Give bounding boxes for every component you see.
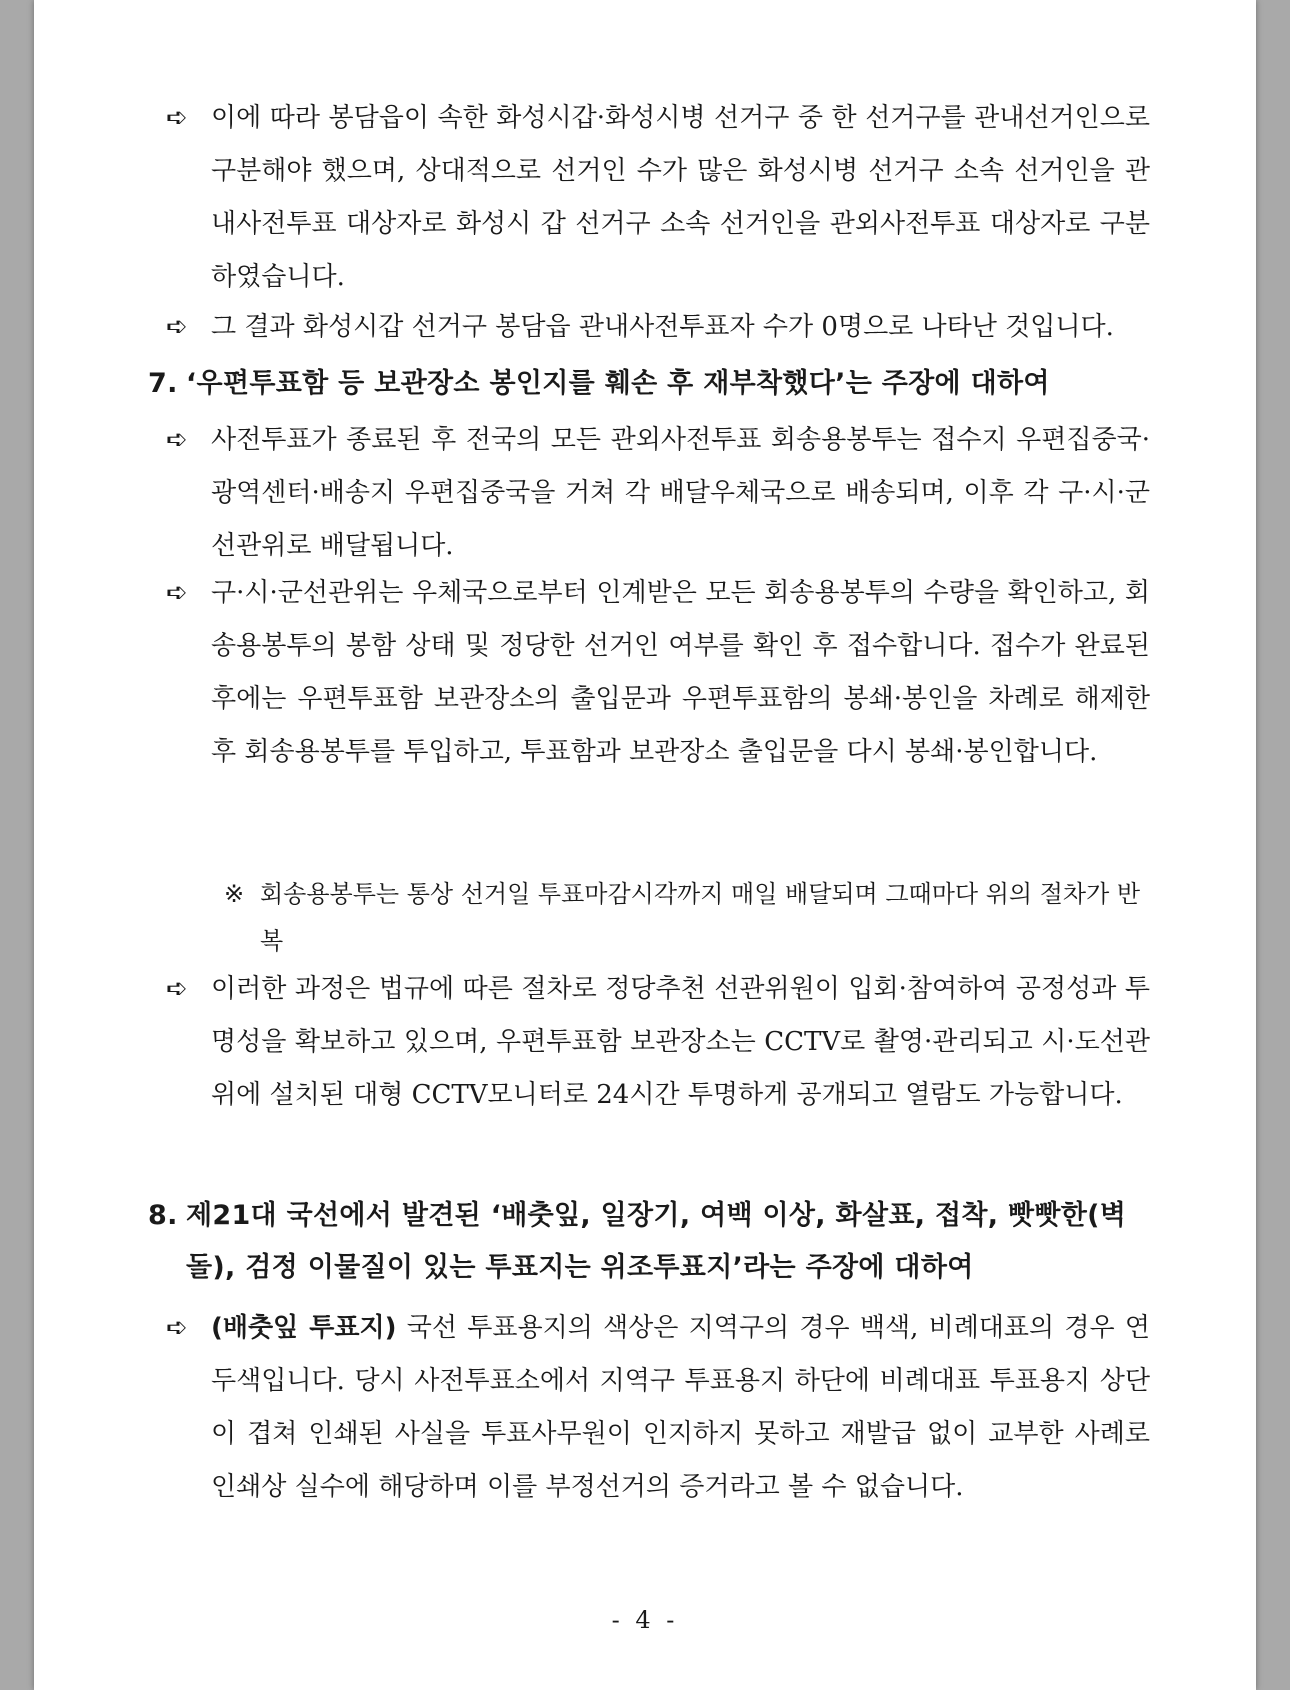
page-number: - 4 -	[611, 1606, 679, 1634]
paragraph-text: 국선 투표용지의 색상은 지역구의 경우 백색, 비례대표의 경우 연두색입니다. 당시 사전투표소에서 지역구 투표용지 하단에 비례대표 투표용지 상단이 겹쳐 인쇄된 사실을 투표사무원이 인지하지 못하고 재발급 없이 교부한 사례로 인쇄상 실수에 해당하며 이를 부정선거의 증거라고 볼 수 없습니다.	[211, 1313, 1150, 1502]
paragraph-text: 그 결과 화성시갑 선거구 봉담읍 관내사전투표자 수가 0명으로 나타난 것입니다.	[211, 312, 1114, 342]
list-item	[34, 92, 1256, 304]
arrow-bullet-icon: ➪	[166, 1313, 188, 1343]
list-item	[34, 963, 1256, 1122]
paragraph-text: 이러한 과정은 법규에 따른 절차로 정당추천 선관위원이 입회·참여하여 공정성과 투명성을 확보하고 있으며, 우편투표함 보관장소는 CCTV로 촬영·관리되고 시·도선관위에 설치된 대형 CCTV모니터로 24시간 투명하게 공개되고 열람도 가능합니다.	[211, 974, 1150, 1110]
section-heading-7	[34, 358, 1256, 410]
section-heading-8	[34, 1190, 1256, 1294]
paragraph-text: 사전투표가 종료된 후 전국의 모든 관외사전투표 회송용봉투는 접수지 우편집중국·광역센터·배송지 우편집중국을 거쳐 각 배달우체국으로 배송되며, 이후 각 구·시·군선관위로 배달됩니다.	[211, 425, 1150, 561]
arrow-bullet-icon: ➪	[166, 578, 188, 608]
arrow-bullet-icon: ➪	[166, 425, 188, 455]
list-item	[34, 1302, 1256, 1514]
item-label: (배춧잎 투표지)	[211, 1313, 397, 1343]
reference-note	[34, 871, 1256, 965]
list-item	[34, 567, 1256, 779]
section-title: ‘우편투표함 등 보관장소 봉인지를 훼손 후 재부착했다’는 주장에 대하여	[186, 368, 1050, 399]
arrow-bullet-icon: ➪	[166, 974, 188, 1004]
list-item	[34, 414, 1256, 573]
section-number: 8.	[148, 1200, 178, 1231]
section-number: 7.	[148, 368, 178, 399]
section-title: 제21대 국선에서 발견된 ‘배춧잎, 일장기, 여백 이상, 화살표, 접착, 빳빳한(벽돌), 검정 이물질이 있는 투표지는 위조투표지’라는 주장에 대하여	[186, 1200, 1127, 1283]
arrow-bullet-icon: ➪	[166, 103, 188, 133]
note-text: 회송용봉투는 통상 선거일 투표마감시각까지 매일 배달되며 그때마다 위의 절차가 반복	[260, 880, 1141, 955]
paragraph-text: 구·시·군선관위는 우체국으로부터 인계받은 모든 회송용봉투의 수량을 확인하고, 회송용봉투의 봉함 상태 및 정당한 선거인 여부를 확인 후 접수합니다. 접수가 완료된 후에는 우편투표함 보관장소의 출입문과 우편투표함의 봉쇄·봉인을 차례로 해제한 후 회송용봉투를 투입하고, 투표함과 보관장소 출입문을 다시 봉쇄·봉인합니다.	[211, 578, 1150, 767]
list-item	[34, 301, 1256, 354]
arrow-bullet-icon: ➪	[166, 312, 188, 342]
paragraph-text: 이에 따라 봉담읍이 속한 화성시갑·화성시병 선거구 중 한 선거구를 관내선거인으로 구분해야 했으며, 상대적으로 선거인 수가 많은 화성시병 선거구 소속 선거인을 관내사전투표 대상자로 화성시 갑 선거구 소속 선거인을 관외사전투표 대상자로 구분하였습니다.	[211, 103, 1150, 292]
document-page	[34, 0, 1256, 1690]
reference-mark-icon: ※	[224, 880, 245, 908]
